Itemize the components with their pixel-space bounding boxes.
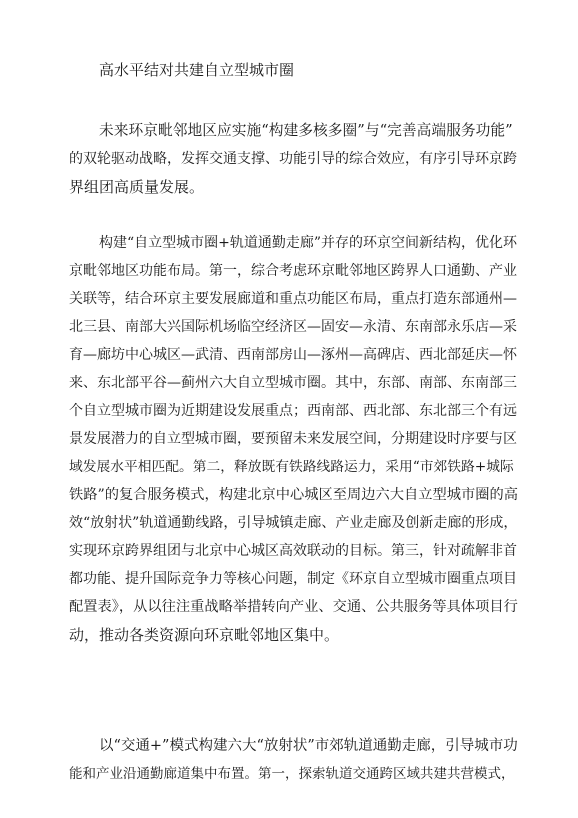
paragraph-transport-corridors xyxy=(69,732,519,788)
text-line: 来、东北部平谷—蓟州六大自立型城市圈。其中，东部、南部、东南部三 xyxy=(69,375,517,391)
text-line: 京毗邻地区功能布局。第一，综合考虑环京毗邻地区跨界人口通勤、产业 xyxy=(69,263,517,279)
paragraph-strategy xyxy=(69,117,519,201)
section-heading: 高水平结对共建自立型城市圈 xyxy=(99,61,295,79)
text-line: 域发展水平相匹配。第二，释放既有铁路线路运力，采用“市郊铁路+城际 xyxy=(69,459,514,475)
text-line: 北三县、南部大兴国际机场临空经济区—固安—永清、东南部永乐店—采 xyxy=(69,319,517,335)
text-line: 个自立型城市圈为近期建设发展重点；西南部、西北部、东北部三个有远 xyxy=(69,403,517,419)
text-line: 效“放射状”轨道通勤线路，引导城镇走廊、产业走廊及创新走廊的形成， xyxy=(69,515,518,531)
text-line: 景发展潜力的自立型城市圈，要预留未来发展空间，分期建设时序要与区 xyxy=(69,431,517,447)
text-line: 的双轮驱动战略，发挥交通支撑、功能引导的综合效应，有序引导环京跨 xyxy=(69,151,517,167)
text-line: 配置表》，从以往注重战略举措转向产业、交通、公共服务等具体项目行 xyxy=(69,599,518,615)
text-line: 能和产业沿通勤廊道集中布置。第一，探索轨道交通跨区域共建共营模式， xyxy=(69,766,515,782)
text-line: 实现环京跨界组团与北京中心城区高效联动的目标。第三，针对疏解非首 xyxy=(69,543,517,559)
paragraph-spatial-structure xyxy=(69,229,519,649)
text-line: 育—廊坊中心城区—武清、西南部房山—涿州—高碑店、西北部延庆—怀 xyxy=(69,347,517,363)
text-line: 以“交通+”模式构建六大“放射状”市郊轨道通勤走廊，引导城市功 xyxy=(99,738,518,754)
text-line: 界组团高质量发展。 xyxy=(69,178,205,196)
text-line: 关联等，结合环京主要发展廊道和重点功能区布局，重点打造东部通州— xyxy=(69,291,517,307)
text-line: 动，推动各类资源向环京毗邻地区集中。 xyxy=(69,626,340,644)
text-line: 构建“自立型城市圈+轨道通勤走廊”并存的环京空间新结构，优化环 xyxy=(99,235,518,251)
text-line: 都功能、提升国际竞争力等核心问题，制定《环京自立型城市圈重点项目 xyxy=(69,571,517,587)
text-line: 铁路”的复合服务模式，构建北京中心城区至周边六大自立型城市圈的高 xyxy=(69,487,519,503)
text-line: 未来环京毗邻地区应实施“构建多核多圈”与“完善高端服务功能” xyxy=(99,122,513,139)
